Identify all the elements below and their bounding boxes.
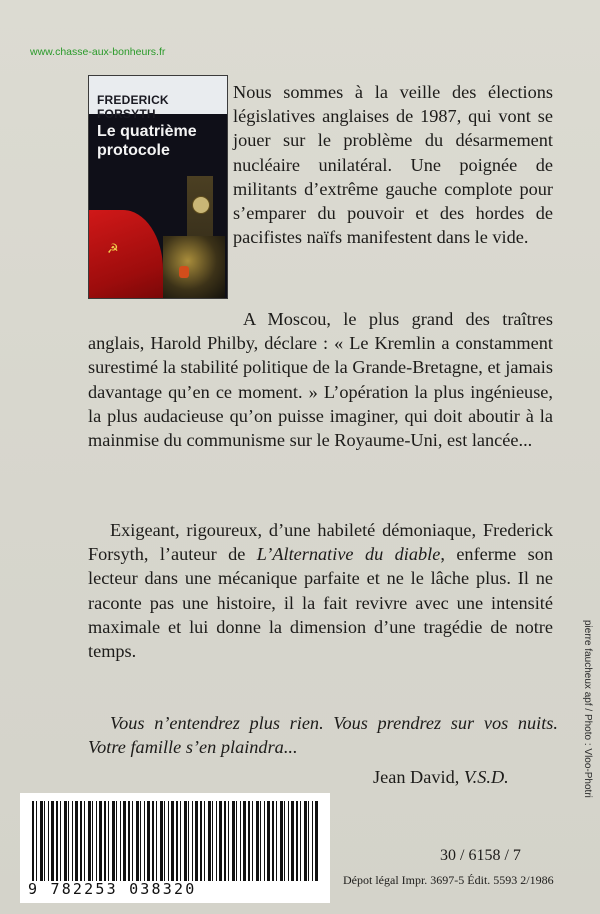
catalog-number: 30 / 6158 / 7 [440,847,521,864]
barcode [20,793,330,903]
blurb-paragraph-2: A Moscou, le plus grand des traîtres anglais, Harold Philby, déclare : « Le Kremlin a constamment surestimé la stabilité politique de la Grande-Bretagne, et jamais davantage qu’en ce moment. » L’opération la plus ingénieuse, la plus audacieuse qu’on puisse imaginer, qui doit aboutir à la mainmise du communisme sur le Royaume-Uni, est lancée... [88,309,553,451]
watermark-url: www.chasse-aux-bonheurs.fr [30,46,166,58]
hammer-sickle-icon: ☭ [107,242,119,257]
referenced-book-title: L’Alternative du diable [256,544,441,565]
blurb-paragraph-1: Nous sommes à la veille des élections législatives anglaises de 1987, qui vont se jouer sur le problème du désarmement nucléaire unilatéral. Une poignée de militants d’extrême gauche complote pour s’emparer du pouvoir et des hordes de pacifistes naïfs manifestent dans le vide. [233,82,553,248]
barcode-number: 9 782253 038320 [28,880,197,898]
legal-deposit: Dépot légal Impr. 3697-5 Édit. 5593 2/1986 [343,873,554,887]
photo-credits: pierre faucheux apf / Photo : Vloo-Photri [582,620,593,798]
red-flag-illustration [89,210,163,298]
publisher-logo-icon [179,266,189,278]
cover-author: FREDERICK FORSYTH [97,93,169,121]
barcode-bars [32,801,318,881]
quote-source: V.S.D. [463,767,509,787]
city-lights-illustration [163,236,225,298]
quote-attribution [373,767,509,788]
blurb-paragraph-3 [88,518,553,663]
quote-author: Jean David, [373,767,464,787]
cover-thumbnail [88,75,228,299]
blurb-paragraph-3-start: Exigeant, rigoureux, d’une habileté démoniaque, Frederick Forsyth, l’auteur de [88,520,553,565]
cover-title: Le quatrième protocole [97,123,197,159]
press-quote: Vous n’entendrez plus rien. Vous prendrez sur vos nuits. Votre famille s’en plaindra... [88,713,558,758]
blurb-paragraph-3-end: , enferme son lecteur dans une mécanique parfaite et ne le lâche plus. Il ne raconte pas une histoire, il la fait revivre avec une intensité maximale et lui donne la dimension d’une tragédie de notre temps. [88,544,553,662]
clock-face-icon [192,196,210,214]
